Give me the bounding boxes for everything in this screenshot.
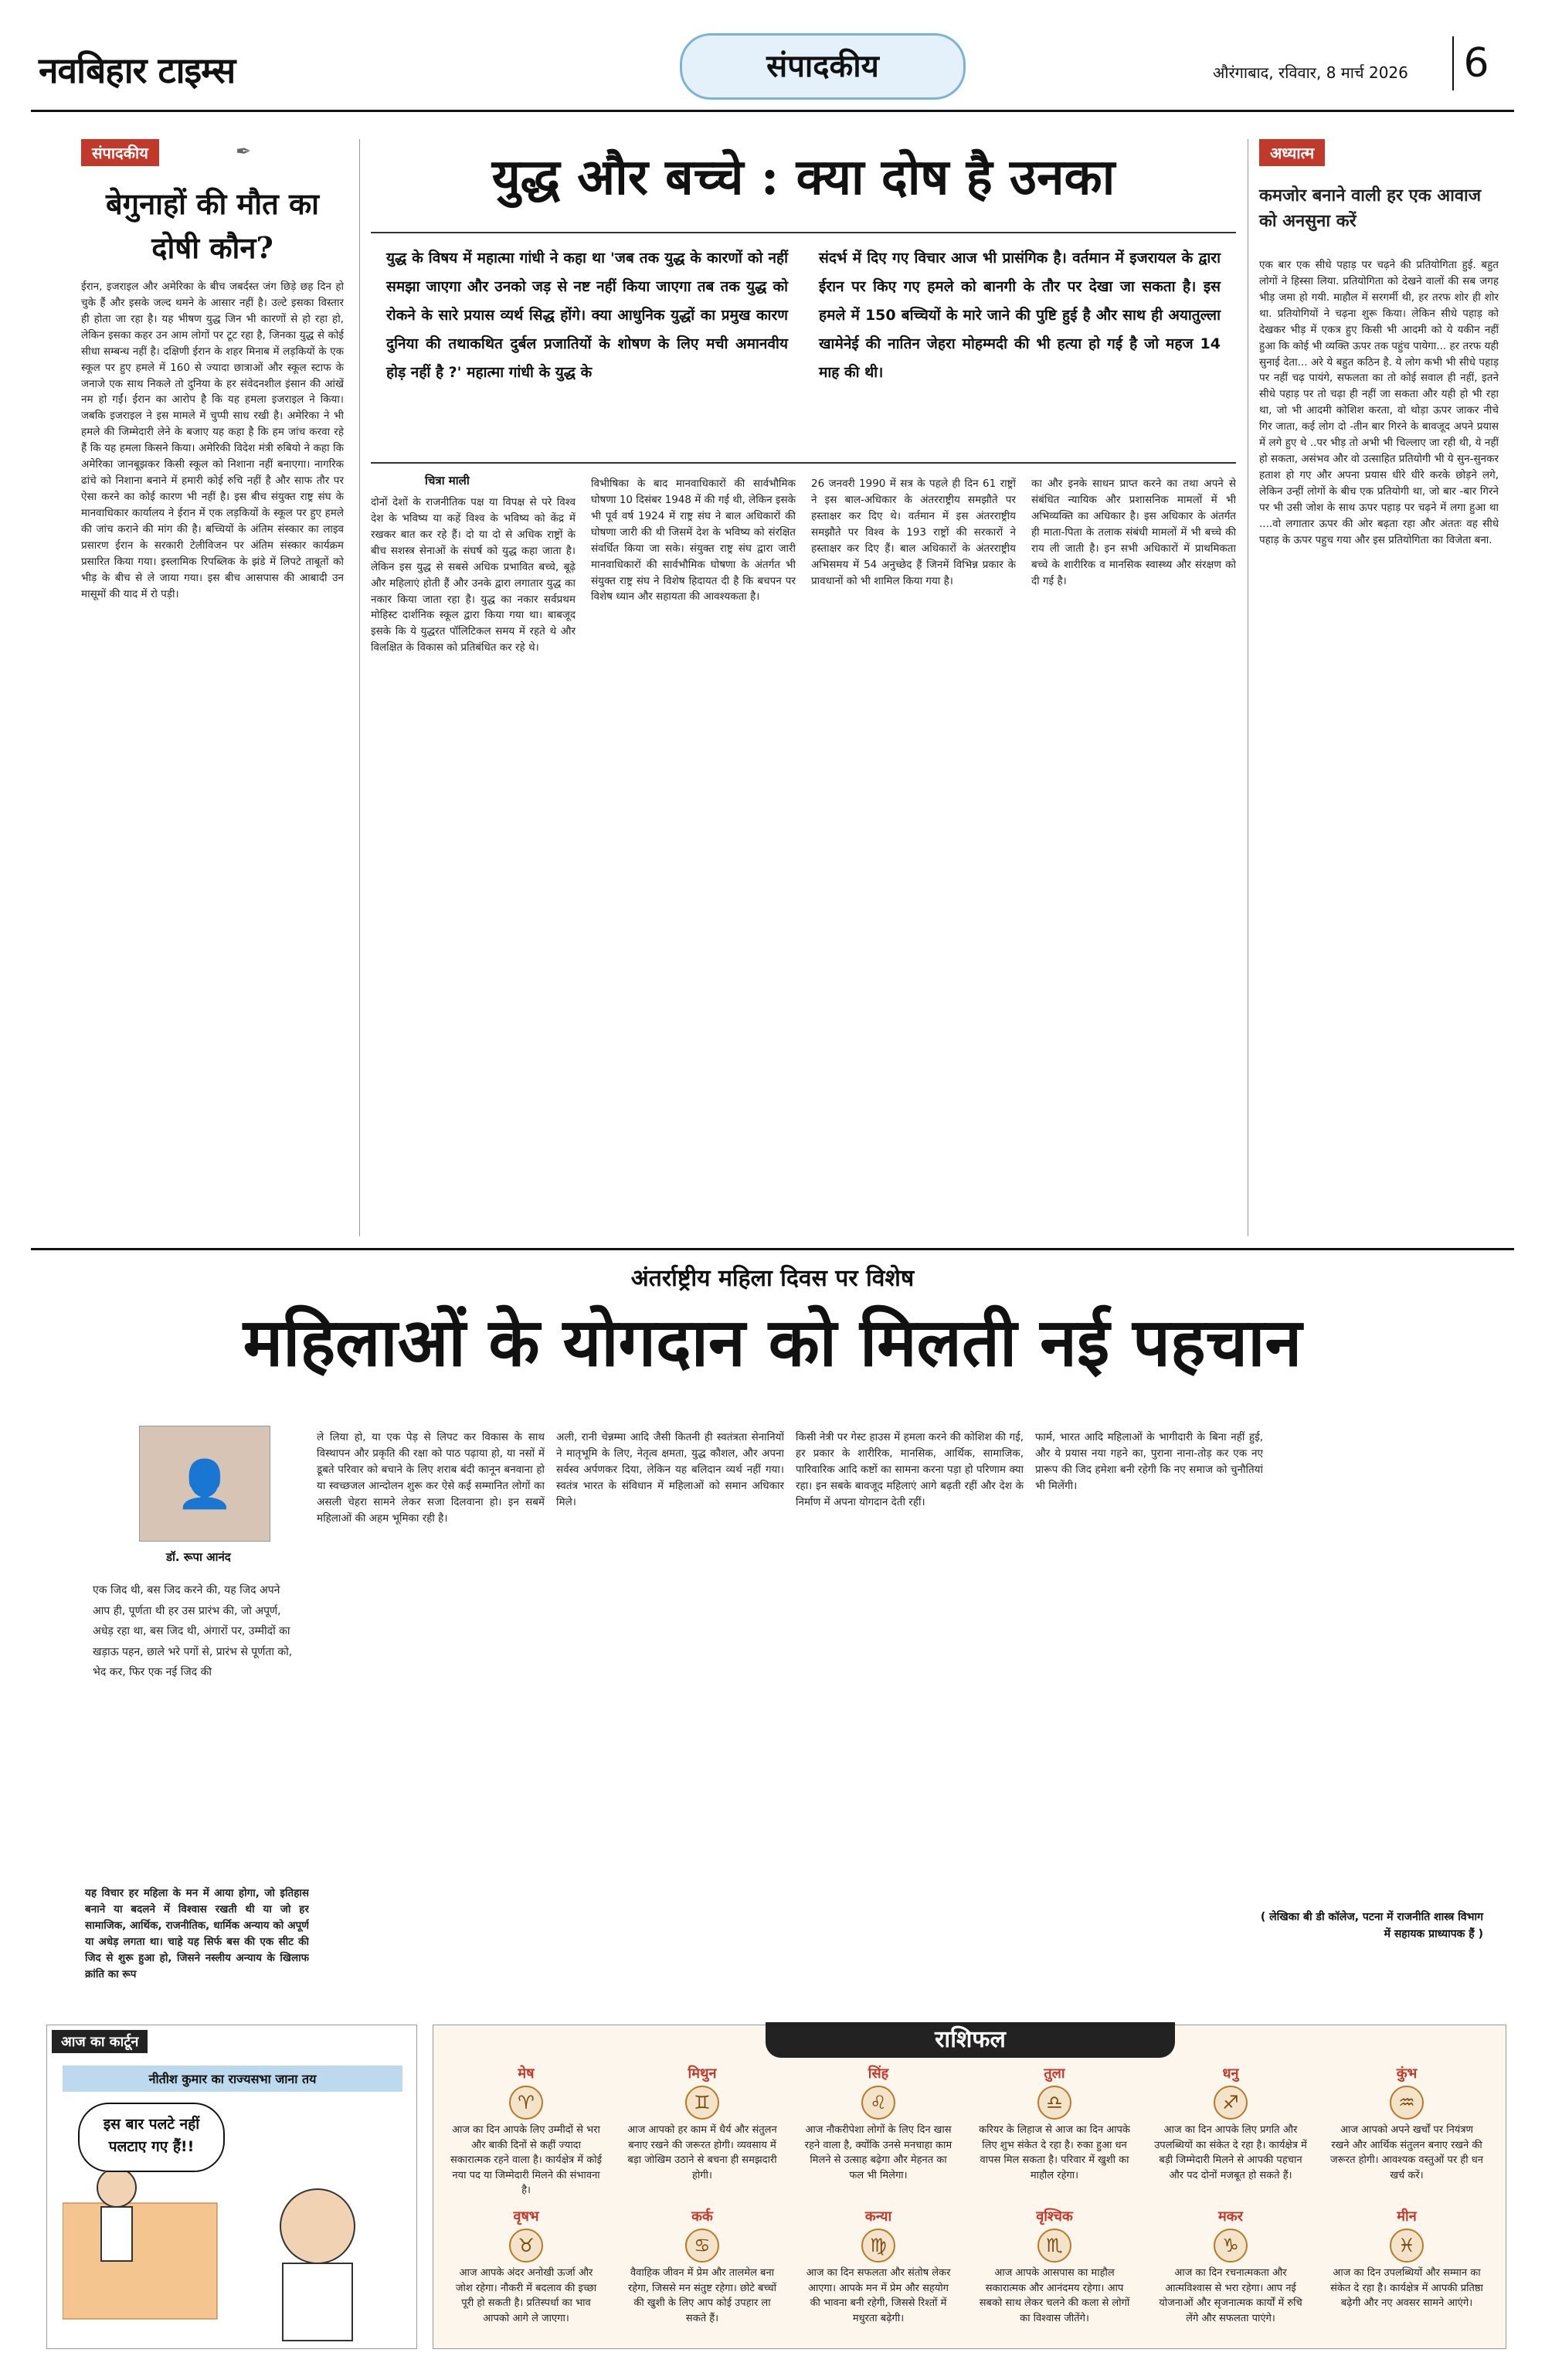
rashi-text: करियर के लिहाज से आज का दिन आपके लिए शुभ संकेत दे रहा है। रुका हुआ धन वापस मिल सकता है। परिवार में खुशी का माहौल रहेगा। [979, 2124, 1130, 2181]
womens-day-section [31, 1248, 1514, 1393]
article-byline: चित्रा माली [425, 474, 470, 488]
rashi-6 [1326, 2064, 1488, 2211]
masthead [31, 19, 1514, 112]
cartoon-tag: आज का कार्टून [52, 2030, 148, 2053]
zodiac-icon: ♐ [1214, 2086, 1248, 2120]
zodiac-icon: ♓ [1390, 2229, 1424, 2263]
cartoon-caption: नीतीश कुमार का राज्यसभा जाना तय [63, 2066, 402, 2092]
zodiac-icon: ♒ [1390, 2086, 1424, 2120]
pull-quote-right: संदर्भ में दिए गए विचार आज भी प्रासंगिक है। वर्तमान में इजरायल के द्वारा ईरान पर किए गए हमले को बानगी के तौर पर देखा जा सकता है। इस हमले में 150 बच्चियों के मारे जाने की पुष्टि हुई है और साथ ही अयातुल्ला खामेनेई की नातिन जेहरा मोहम्मदी की भी हत्या हो गई है जो महज 14 माह की थी। [819, 250, 1221, 382]
rashi-text: आज नौकरीपेशा लोगों के लिए दिन खास रहने वाला है, क्योंकि उनसे मनचाहा काम मिलने से उत्साह बढ़ेगा और मेहनत का फल भी मिलेगा। [804, 2124, 952, 2181]
rashi-text: आज आपके अंदर अनोखी ऊर्जा और जोश रहेगा। नौकरी में बदलाव की इच्छा पूरी हो सकती है। प्रतिस्पर्धा का भाव आपको आगे ले जाएगा। [455, 2267, 597, 2324]
article-column-2: विभीषिका के बाद मानवाधिकारों की सार्वभौमिक घोषणा 10 दिसंबर 1948 में की गई थी, लेकिन इसके भी पूर्व वर्ष 1924 में राष्ट्र संघ ने बाल अधिकारों की घोषणा जारी की थी जिसमें देश के भविष्य को संरक्षित संवर्धित किया जा सके। संयुक्त राष्ट्र संघ द्वारा जारी मानवाधिकारों की सार्वभौमिक घोषणा के अंतर्गत भी संयुक्त राष्ट्र संघ ने विशेष हिदायत दी है कि बचपन पर विशेष ध्यान और सहायता की आवश्यकता है। [591, 478, 796, 604]
rashi-name: वृषभ [513, 2208, 539, 2225]
rashi-12 [1326, 2207, 1488, 2354]
rashi-text: आज का दिन आपके लिए प्रगति और उपलब्धियों का संकेत दे रहा है। कार्यक्षेत्र में बड़ी जिम्मेदारी मिलने से आपकी पहचान और पद दोनों मजबूत हो सकते हैं। [1154, 2124, 1307, 2181]
rashi-name: मकर [1218, 2208, 1243, 2225]
zodiac-icon: ♋ [685, 2229, 719, 2263]
rashi-text: आज का दिन आपके लिए उम्मीदों से भरा और बाकी दिनों से कहीं ज्यादा सकारात्मक रहने वाला है। कार्यक्षेत्र में कोई नया पद या जिम्मेदारी मिलने की संभावना है। [450, 2124, 602, 2196]
rashi-2 [621, 2064, 783, 2211]
spiritual-title: कमजोर बनाने वाली हर एक आवाज को अनसुना करें [1259, 186, 1482, 231]
pull-quote-left: युद्ध के विषय में महात्मा गांधी ने कहा था 'जब तक युद्ध के कारणों को नहीं समझा जाएगा और उनको जड़ से नष्ट नहीं किया जाएगा तब तक युद्ध को रोकने के सारे प्रयास व्यर्थ सिद्ध होंगे। क्या आधुनिक युद्धों का प्रमुख कारण दुनिया की तथाकथित दुर्बल प्रजातियों के शोषण के लिए मची अमानवीय होड़ नहीं है ?' महात्मा गांधी के युद्ध के [386, 250, 788, 382]
rashi-3 [797, 2064, 959, 2211]
cartoon-speech-bubble: इस बार पलटे नहीं पलटाए गए हैं!! [78, 2103, 225, 2172]
issue-date: औरंगाबाद, रविवार, 8 मार्च 2026 [1213, 63, 1408, 82]
article-column-1: दोनों देशों के राजनीतिक पक्ष या विपक्ष से परे विश्व देश के भविष्य या कहें विश्व के भविष्य को केंद्र में रखकर बात कर रहे हैं। दो या दो से अधिक राष्ट्रों के बीच सशस्त्र सेनाओं के संघर्ष को युद्ध कहा जाता है। लेकिन इस युद्ध से सबसे अधिक प्रभावित बच्चे, बूढ़े और महिलाएं होती हैं और उनके द्वारा लगातार युद्ध का नकार किया जाता रहा है। युद्ध का नकार सर्वप्रथम मोहिस्ट दार्शनिक स्कूल द्वारा किया गया था। बाबजूद इसके कि ये युद्धरत पॉलिटिकल समय में रहते थे और विलक्षित के विकास को प्रतिबंधित कर रहे थे। [371, 496, 576, 654]
rashi-name: सिंह [868, 2066, 889, 2082]
rashi-text: आज आपको हर काम में धैर्य और संतुलन बनाए रखने की जरूरत होगी। व्यवसाय में बड़ा जोखिम उठाने से बचना ही समझदारी होगी। [627, 2124, 777, 2181]
editorial-body: ईरान, इजराइल और अमेरिका के बीच जबर्दस्त जंग छिड़े छह दिन हो चुके हैं और इसके जल्द थमने के आसार नहीं है। उल्टे इसका विस्तार ही होता जा रहा है। यह भीषण युद्ध जिन भी कारणों से हो रहा हो, लेकिन इसका कहर उन आम लोगों पर टूट रहा है, जिनका युद्ध से कोई सीधा सम्बन्ध नहीं है। दक्षिणी ईरान के शहर मिनाब में लड़कियों के एक स्कूल पर हुए हमले में 160 से ज्यादा छात्राओं और स्कूल स्टाफ के जनाजे एक साथ निकले तो दुनिया के हर संवेदनशील इंसान की आंखें नम हो गईं। ईरान का आरोप है कि यह हमला इजराइल ने किया। जबकि इजराइल ने इस मामले में चुप्पी साध रखी है। अमेरिका ने भी हमले की जिम्मेदारी लेने के बजाए यह कहा है कि हम जांच करवा रहे हैं कि यह हमला किसने किया। अमेरिकी विदेश मंत्री रुबियो ने कहा कि अमेरिका जानबूझकर किसी स्कूल को निशाना नहीं बनाएगा। नागरिक ढांचे को निशाना बनाने में हमारी कोई रुचि नहीं है और साफ तौर पर ऐसा करने का कोई कारण भी नहीं है। इस बीच संयुक्त राष्ट्र संघ के मानवाधिकार कार्यालय ने ईरान में एक लड़कियों के स्कूल पर हुए हमले की जांच कराने की मांग की है। बच्चियों के अंतिम संस्कार का लाइव प्रसारण ईरान के सरकारी टेलीविजन पर अंतिम संस्कार कार्यक्रम प्रसारित किया गया। इस्लामिक रिपब्लिक के झंडे में लिपटे ताबूतों को भीड़ के बीच से ले जाया गया। इस बीच आसपास की आबादी उन मासूमों की याद में रो पड़ी। [81, 280, 344, 600]
rashi-name: मिथुन [688, 2066, 717, 2082]
zodiac-icon: ♊ [685, 2086, 719, 2120]
women-column-4: फार्म, भारत आदि महिलाओं के भागीदारी के बिना नहीं हुई, और ये प्रयास नया गहने का, पुराना नाना-तोड़ कर एक नए प्रारूप की जिद हमेशा बनी रहेगी कि नए समाज को चुनौतियां भी मिलेंगी। [1035, 1431, 1263, 1492]
rashi-text: आज का दिन रचनात्मकता और आत्मविश्वास से भरा रहेगा। आप नई योजनाओं और सृजनात्मक कार्यों में रुचि लेंगे और सफलता पाएंगे। [1159, 2267, 1302, 2324]
editorial-title: बेगुनाहों की मौत का दोषी कौन? [105, 186, 319, 265]
rashi-text: वैवाहिक जीवन में प्रेम और तालमेल बना रहेगा, जिससे मन संतुष्ट रहेगा। छोटे बच्चों की खुशी के लिए आप कोई उपहार ला सकते हैं। [627, 2267, 776, 2324]
rashi-text: आज आपके आसपास का माहौल सकारात्मक और आनंदमय रहेगा। आप सबको साथ लेकर चलने की कला से लोगों का विश्वास जीतेंगे। [979, 2267, 1130, 2324]
author-photo: 👤 [139, 1426, 270, 1542]
zodiac-icon: ♑ [1214, 2229, 1248, 2263]
zodiac-icon: ♏ [1037, 2229, 1071, 2263]
editorial-section [81, 139, 344, 1222]
rashi-name: कन्या [864, 2208, 892, 2225]
rashi-1 [445, 2064, 607, 2211]
rashi-8 [621, 2207, 783, 2354]
rashi-name: मीन [1397, 2208, 1417, 2225]
womens-day-kicker: अंतर्राष्ट्रीय महिला दिवस पर विशेष [630, 1265, 915, 1292]
author-note: ( लेखिका बी डी कॉलेज, पटना में राजनीति शास्त्र विभाग में सहायक प्राध्यापक हैं ) [1260, 1911, 1483, 1941]
article-column-3: 26 जनवरी 1990 में सत्र के पहले ही दिन 61 राष्ट्रों ने इस बाल-अधिकार के अंतरराष्ट्रीय समझौते पर हस्ताक्षर कर दिए थे। वर्तमान में इस अंतरराष्ट्रीय समझौते पर विश्व के 193 राष्ट्रों की सरकारों ने हस्ताक्षर कर दिए हैं। बाल अधिकारों के अंतरराष्ट्रीय अभिसमय में 54 अनुच्छेद हैं जिनमें विभिन्न प्रकार के प्रावधानों को भी शामिल किया गया है। [811, 478, 1016, 587]
women-column-3: किसी नेत्री पर गेस्ट हाउस में हमला करने की कोशिश की गई, हर प्रकार के शारीरिक, मानसिक, आर्थिक, सामाजिक, पारिवारिक आदि कष्टों का सामना करना पड़ा हो परिणाम क्या रहा। इन सबके बावजूद महिलाएं आगे बढ़ती रहीं और देश के निर्माण में अपना योगदान देती रहीं। [796, 1431, 1024, 1508]
article-intro: यह विचार हर महिला के मन में आया होगा, जो इतिहास बनाने या बदलने में विश्वास रखती थी या जो हर सामाजिक, आर्थिक, राजनीतिक, धार्मिक अन्याय को अपूर्ण या अधेड़ लगता था। चाहे यह सिर्फ बस की एक सीट की जिद से शुरू हुआ हो, जिसने नस्लीय अन्याय के खिलाफ क्रांति का रूप [85, 1887, 309, 1980]
rashi-name: तुला [1044, 2066, 1065, 2082]
spiritual-tag: अध्यात्म [1259, 139, 1325, 166]
rashi-name: वृश्चिक [1036, 2208, 1073, 2225]
rashi-name: कर्क [691, 2208, 713, 2225]
rashifal-title: राशिफल [766, 2022, 1175, 2058]
spiritual-section [1259, 139, 1499, 1208]
main-article [371, 139, 1236, 1173]
rashi-4 [973, 2064, 1136, 2211]
zodiac-icon: ♈ [509, 2086, 543, 2120]
women-column-1: ले लिया हो, या एक पेड़ से लिपट कर विकास के साथ विस्थापन और प्रकृति की रक्षा को पाठ पढ़ाया हो, या नसों में डूबते परिवार को बचाने के लिए शराब बंदी कानून बनवाना हो या स्वच्छजल आन्दोलन शुरू कर ऐसे कई सम्मानित लोगों का असली चेहरा सामने लेकर सजा दिलवाना हो। इन सबमें महिलाओं की अहम भूमिका रही है। [317, 1431, 545, 1525]
zodiac-icon: ♎ [1037, 2086, 1071, 2120]
section-banner: संपादकीय [680, 33, 966, 100]
women-column-2: अली, रानी चेन्नम्मा आदि जैसी कितनी ही स्वतंत्रता सेनानियों ने मातृभूमि के लिए, नेतृत्व क्षमता, युद्ध कौशल, और अपना सर्वस्व अर्पणकर दिया, लेकिन यह बलिदान व्यर्थ नहीं गया। स्वतंत्र भारत के संविधान में महिलाओं को समान अधिकार मिले। [556, 1431, 784, 1508]
zodiac-icon: ♍ [861, 2229, 895, 2263]
rashifal-box [433, 2025, 1506, 2349]
rashi-text: आज आपको अपने खर्चों पर नियंत्रण रखने और आर्थिक संतुलन बनाए रखने की जरूरत होगी। आवश्यक वस्तुओं पर ही धन खर्च करें। [1330, 2124, 1483, 2181]
column-divider [359, 139, 360, 1236]
zodiac-icon: ♌ [861, 2086, 895, 2120]
rashi-name: कुंभ [1396, 2066, 1418, 2082]
rashi-5 [1149, 2064, 1312, 2211]
author-name: डॉ. रूपा आनंद [166, 1550, 231, 1564]
zodiac-icon: ♉ [509, 2229, 543, 2263]
rashi-text: आज का दिन उपलब्धियों और सम्मान का संकेत दे रहा है। कार्यक्षेत्र में आपकी प्रतिष्ठा बढ़ेगी और नए अवसर सामने आएंगे। [1330, 2267, 1483, 2309]
page-number: 6 [1452, 36, 1499, 90]
article-column-4: का और इनके साधन प्राप्त करने का तथा अपने से संबंधित न्यायिक और प्रशासनिक मामलों में भी अभिव्यक्ति का अधिकार है। इस अधिकार के अंतर्गत ही माता-पिता के तलाक संबंधी मामलों में भी बच्चे की राय ली जाती है। इन सभी अधिकारों में प्राथमिकता बच्चे के शारीरिक व मानसिक स्वास्थ्य और संरक्षण को दी गई है। [1031, 478, 1236, 587]
newspaper-name: नवबिहार टाइम्स [39, 49, 236, 91]
rashi-9 [797, 2207, 959, 2354]
rashi-10 [973, 2207, 1136, 2354]
spiritual-body: एक बार एक सीधे पहाड़ पर चढ़ने की प्रतियोगिता हुई. बहुत लोगों ने हिस्सा लिया. प्रतियोगिता को देखने वालों की सब जगह भीड़ जमा हो गयी. माहौल में सरगर्मी थी, हर तरफ शोर ही शोर था. प्रतियोगियों ने चढ़ना शुरू किया। लेकिन सीधे पहाड़ को देखकर भीड़ में एकत्र हुए किसी भी आदमी को ये यकीन नहीं हुआ कि कोई भी व्यक्ति ऊपर तक पहुंच पायेगा... हर तरफ यही सुनाई देता... अरे ये बहुत कठिन है. ये लोग कभी भी सीधे पहाड़ पर नहीं चढ़ पायंगे, सफलता का तो कोई सवाल ही नहीं, इतने सीधे पहाड़ पर तो चढ़ा ही नहीं जा सकता और यही हो भी रहा था, जो भी आदमी कोशिश करता, वो थोड़ा ऊपर जाकर नीचे गिर जाता, कई लोग दो -तीन बार गिरने के बावजूद अपने प्रयास में लगे हुए थे ..पर भीड़ तो अभी भी चिल्लाए जा रही थी, ये नहीं हो सकता, असंभव और वो उत्साहित प्रतियोगी भी ये सुन-सुनकर हताश हो गए और अपना प्रयास धीरे धीरे करके छोड़ने लगे, लेकिन उन्हीं लोगों के बीच एक प्रतियोगी था, जो बार -बार गिरने पर भी उसी जोश के साथ ऊपर पहाड़ पर चढ़ने में लगा हुआ था ....वो लगातार ऊपर की ओर बढ़ता रहा और अंततः वह सीधे पहाड़ के ऊपर पहुच गया और इस प्रतियोगिता का विजेता बना. [1259, 259, 1499, 546]
cartoon-drawing [63, 2172, 402, 2342]
rashi-text: आज का दिन सफलता और संतोष लेकर आएगा। आपके मन में प्रेम और सहयोग की भावना बनी रहेगी, जिससे रिश्तों में मधुरता बढ़ेगी। [806, 2267, 951, 2324]
cartoon-box [46, 2025, 417, 2349]
rashi-7 [445, 2207, 607, 2354]
editorial-tag: संपादकीय [81, 139, 159, 166]
rashi-name: मेष [518, 2066, 535, 2082]
rashi-name: धनु [1222, 2066, 1239, 2082]
rashi-11 [1149, 2207, 1312, 2354]
main-article-title: युद्ध और बच्चे : क्या दोष है उनका [491, 148, 1115, 206]
womens-day-title: महिलाओं के योगदान को मिलती नई पहचान [243, 1304, 1302, 1382]
poem: एक जिद थी, बस जिद करने की, यह जिद अपने आप ही, पूर्णता थी हर उस प्रारंभ की, जो अपूर्ण, अधेड़ रहा था, बस जिद थी, अंगारों पर, उम्मीदों का खड़ाऊ पहन, छाले भरे पगों से, प्रारंभ से पूर्णता को, भेद कर, फिर एक नई जिद की [93, 1584, 293, 1679]
pen-icon: ✒ [236, 141, 252, 162]
